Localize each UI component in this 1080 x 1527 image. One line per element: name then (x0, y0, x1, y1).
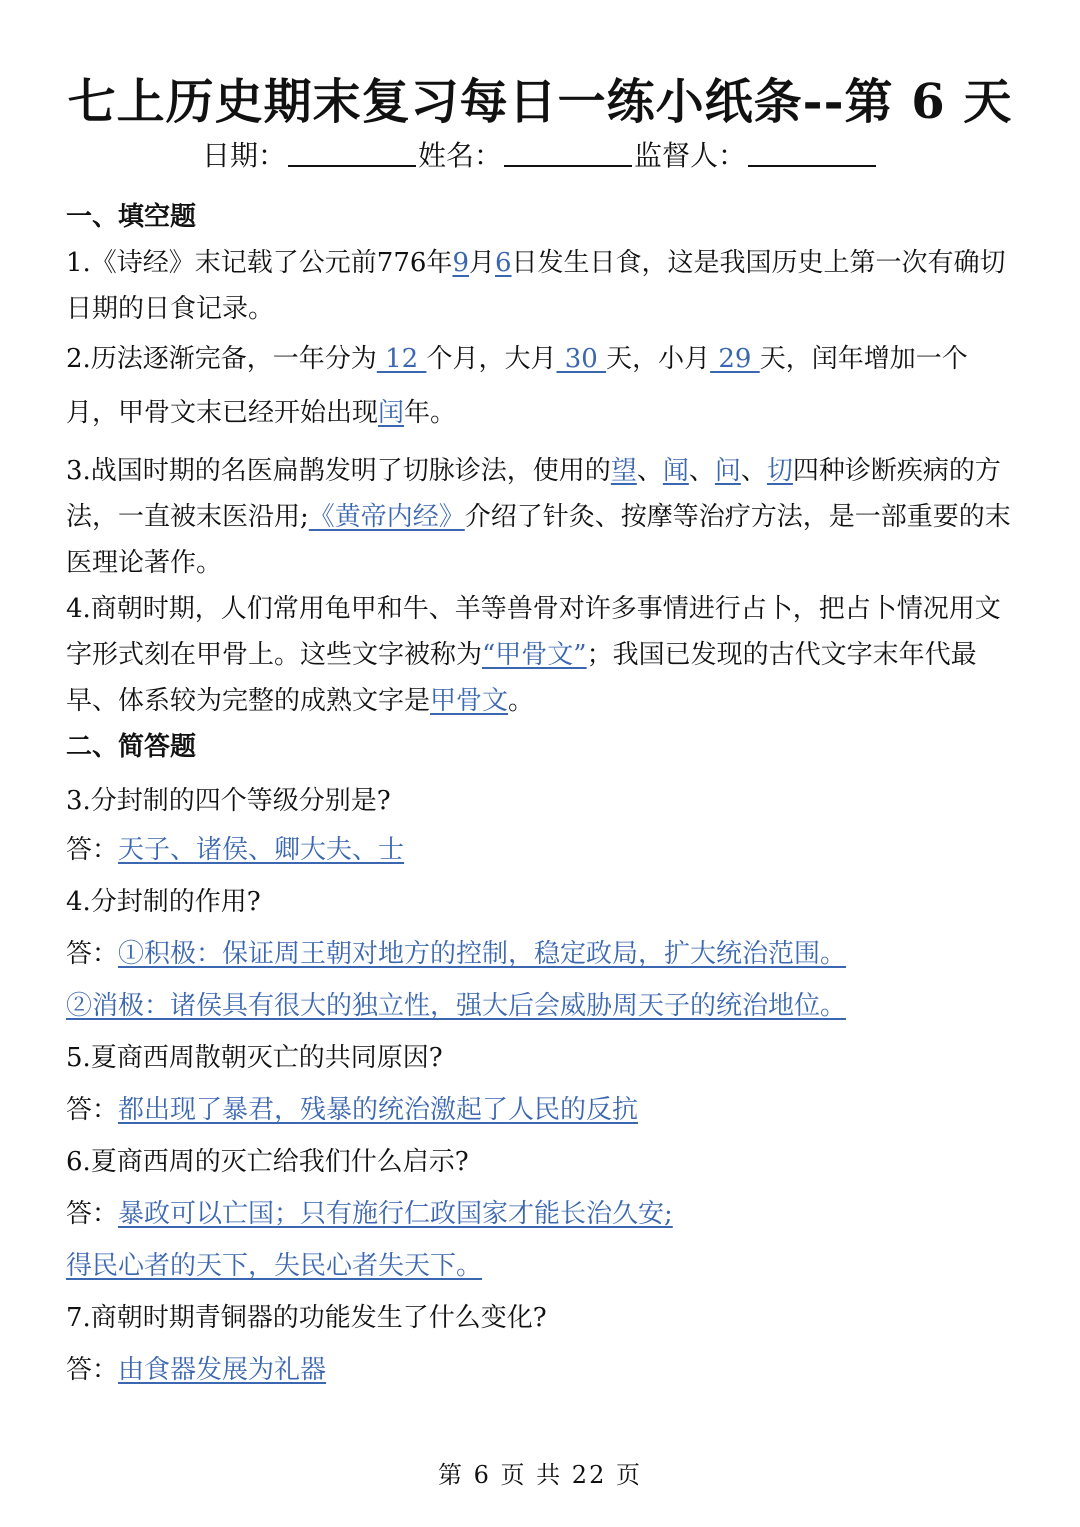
short-answer-6-line2 (66, 1240, 1018, 1292)
question-text: ；我国已发现的古代文字末年代最早、体系较为完整的成熟文字是 (66, 640, 977, 716)
separator: 、 (740, 456, 767, 486)
question-text: 4.商朝时期，人们常用龟甲和牛、羊等兽骨对许多事情进行占卜，把占卜情况用文字形式刻在甲骨上。这些文字被称为 (66, 594, 1001, 670)
supervisor-blank[interactable] (748, 139, 876, 167)
answer: 29 (710, 344, 760, 374)
answer: 由食器发展为礼器 (118, 1355, 327, 1385)
answer: ②消极：诸侯具有很大的独立性，强大后会威胁周天子的统治地位。 (66, 991, 847, 1021)
supervisor-label: 监督人： (634, 139, 747, 172)
answer: 30 (556, 344, 607, 374)
section-fill-blank-heading: 一、填空题 (66, 202, 197, 232)
name-blank[interactable] (504, 139, 632, 167)
short-question-5: 5.夏商西周散朝灭亡的共同原因? (66, 1043, 443, 1073)
short-question-3: 3.分封制的四个等级分别是? (66, 786, 391, 816)
fill-question-4 (66, 586, 1018, 724)
short-answer-6 (66, 1188, 1018, 1240)
answer: 得民心者的天下，失民心者失天下。 (66, 1251, 483, 1281)
short-question-7: 7.商朝时期青铜器的功能发生了什么变化? (66, 1303, 547, 1333)
answer: ①积极：保证周王朝对地方的控制，稳定政局，扩大统治范围。 (118, 939, 847, 969)
answer: 6 (495, 248, 512, 278)
answer: 望 (610, 456, 637, 486)
answer: 暴政可以亡国；只有施行仁政国家才能长治久安; (118, 1199, 673, 1229)
question-text: 天，闰年增加一个月， (66, 344, 968, 428)
answer: “甲骨文” (482, 640, 587, 670)
answer-label: 答： (66, 1355, 119, 1385)
section-short-answer-heading: 二、简答题 (66, 732, 197, 762)
fill-question-1 (66, 240, 1018, 332)
name-label: 姓名： (417, 139, 502, 172)
question-text: 1.《诗经》末记载了公元前776年 (66, 248, 453, 278)
question-text: 2.历法逐渐完备，一年分为 (66, 344, 377, 374)
answer: 闰 (378, 398, 405, 428)
question-text: 四种诊断疾病的方法，一直被末医沿用; (66, 456, 1001, 532)
question-text: 甲骨文末已经开始出现 (118, 398, 379, 428)
question-text: 3.战国时期的名医扁鹊发明了切脉诊法，使用的 (66, 456, 611, 486)
answer-label: 答： (66, 1199, 119, 1229)
question-text: 月 (468, 248, 495, 278)
question-text: 个月，大月 (426, 344, 557, 374)
separator: 、 (636, 456, 663, 486)
answer: 甲骨文 (430, 686, 509, 716)
short-question-4: 4.分封制的作用? (66, 887, 261, 917)
date-blank[interactable] (288, 139, 416, 167)
question-text: 日发生日食，这是我国历史上第一次有确切日期的日食记录。 (66, 248, 1006, 324)
fill-question-3 (66, 448, 1018, 586)
short-answer-4 (66, 928, 1018, 980)
info-line (0, 136, 1080, 176)
short-answer-5 (66, 1084, 1018, 1136)
question-text: 。 (508, 686, 535, 716)
question-text: 天，小月 (606, 344, 711, 374)
answer: 天子、诸侯、卿大夫、士 (118, 835, 405, 865)
short-question-6: 6.夏商西周的灭亡给我们什么启示? (66, 1147, 469, 1177)
answer: 《黄帝内经》 (308, 502, 465, 532)
question-text: 介绍了针灸、按摩等治疗方法，是一部重要的末医理论著作。 (66, 502, 1011, 578)
answer-label: 答： (66, 939, 119, 969)
short-answer-4-line2 (66, 980, 1018, 1032)
answer: 12 (376, 344, 427, 374)
short-answer-3 (66, 824, 1018, 876)
answer: 9 (452, 248, 469, 278)
question-text: 年。 (404, 398, 457, 428)
answer: 问 (714, 456, 741, 486)
separator: 、 (688, 456, 715, 486)
worksheet-content (66, 194, 1018, 1396)
page-footer: 第 6 页 共 22 页 (438, 1461, 642, 1489)
short-answer-7 (66, 1344, 1018, 1396)
fill-question-2 (66, 332, 1018, 440)
answer: 切 (766, 456, 793, 486)
answer: 都出现了暴君，残暴的统治激起了人民的反抗 (118, 1095, 639, 1125)
page-title: 七上历史期末复习每日一练小纸条--第 6 天 (67, 74, 1013, 130)
date-label: 日期： (201, 139, 286, 172)
answer-label: 答： (66, 1095, 119, 1125)
answer: 闻 (662, 456, 689, 486)
answer-label: 答： (66, 835, 119, 865)
